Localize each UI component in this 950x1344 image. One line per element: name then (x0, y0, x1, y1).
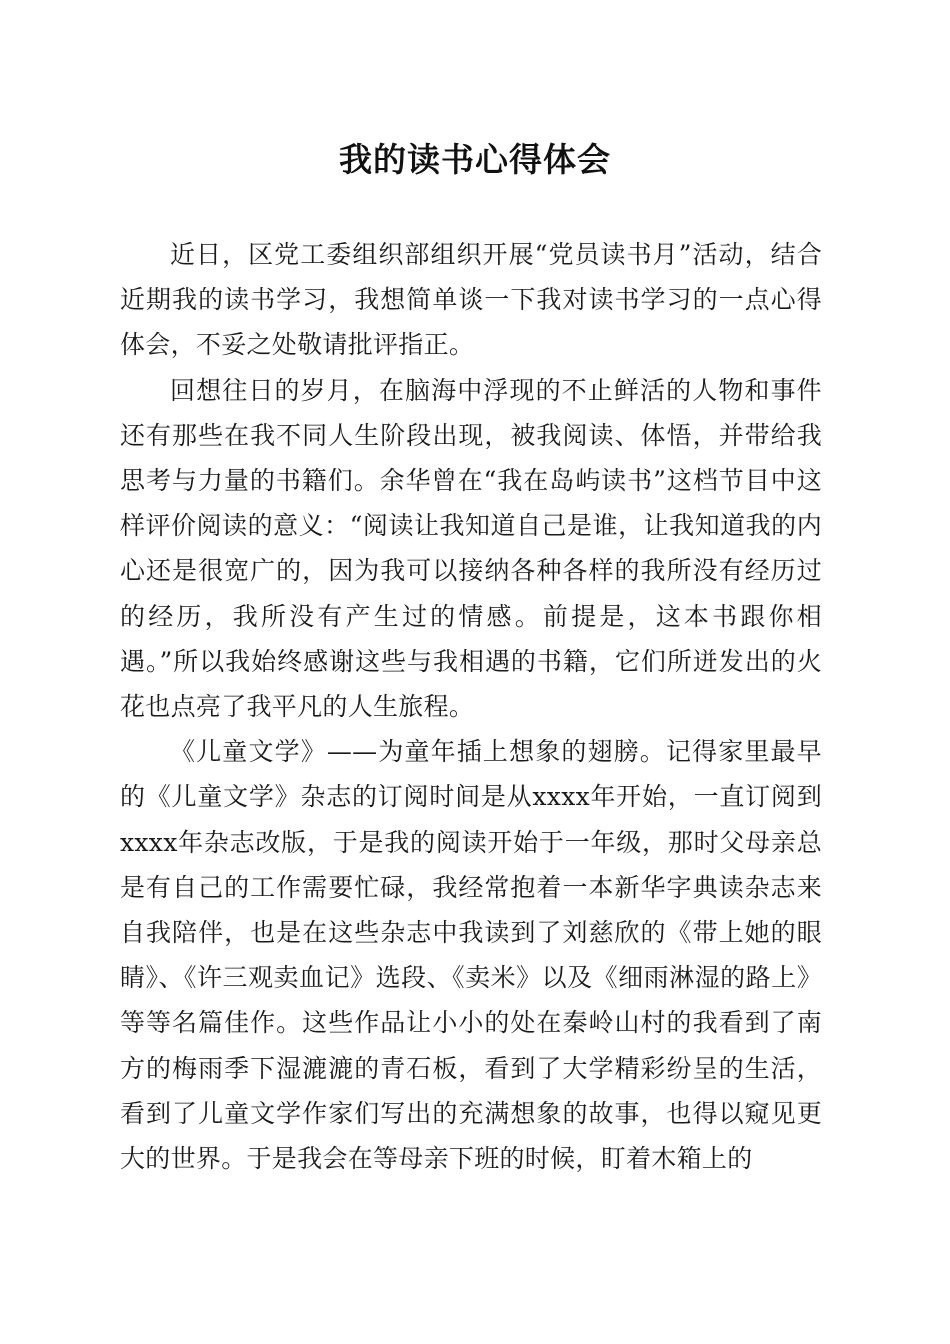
document-body (120, 232, 822, 1181)
paragraph: 近日，区党工委组织部组织开展“党员读书月”活动，结合近期我的读书学习，我想简单谈一下我对读书学习的一点心得体会，不妥之处敬请批评指正。 (120, 240, 822, 360)
paragraph: 回想往日的岁月，在脑海中浮现的不止鲜活的人物和事件还有那些在我不同人生阶段出现，被我阅读、体悟，并带给我思考与力量的书籍们。余华曾在“我在岛屿读书”这档节目中这样评价阅读的意义：“阅读让我知道自己是谁，让我知道我的内心还是很宽广的，因为我可以接纳各种各样的我所没有经历过的经历，我所没有产生过的情感。前提是，这本书跟你相遇。”所以我始终感谢这些与我相遇的书籍，它们所迸发出的火花也点亮了我平凡的人生旅程。 (120, 375, 822, 722)
paragraph: 《儿童文学》——为童年插上想象的翅膀。记得家里最早的《儿童文学》杂志的订阅时间是从xxxx年开始，一直订阅到xxxx年杂志改版，于是我的阅读开始于一年级，那时父母亲总是有自己的工作需要忙碌，我经常抱着一本新华字典读杂志来自我陪伴，也是在这些杂志中我读到了刘慈欣的《带上她的眼睛》、《许三观卖血记》选段、《卖米》以及《细雨淋湿的路上》等等名篇佳作。这些作品让小小的处在秦岭山村的我看到了南方的梅雨季下湿漉漉的青石板，看到了大学精彩纷呈的生活，看到了儿童文学作家们写出的充满想象的故事，也得以窥见更大的世界。于是我会在等母亲下班的时候，盯着木箱上的 (120, 737, 822, 1174)
document-title: 我的读书心得体会 (339, 140, 611, 179)
